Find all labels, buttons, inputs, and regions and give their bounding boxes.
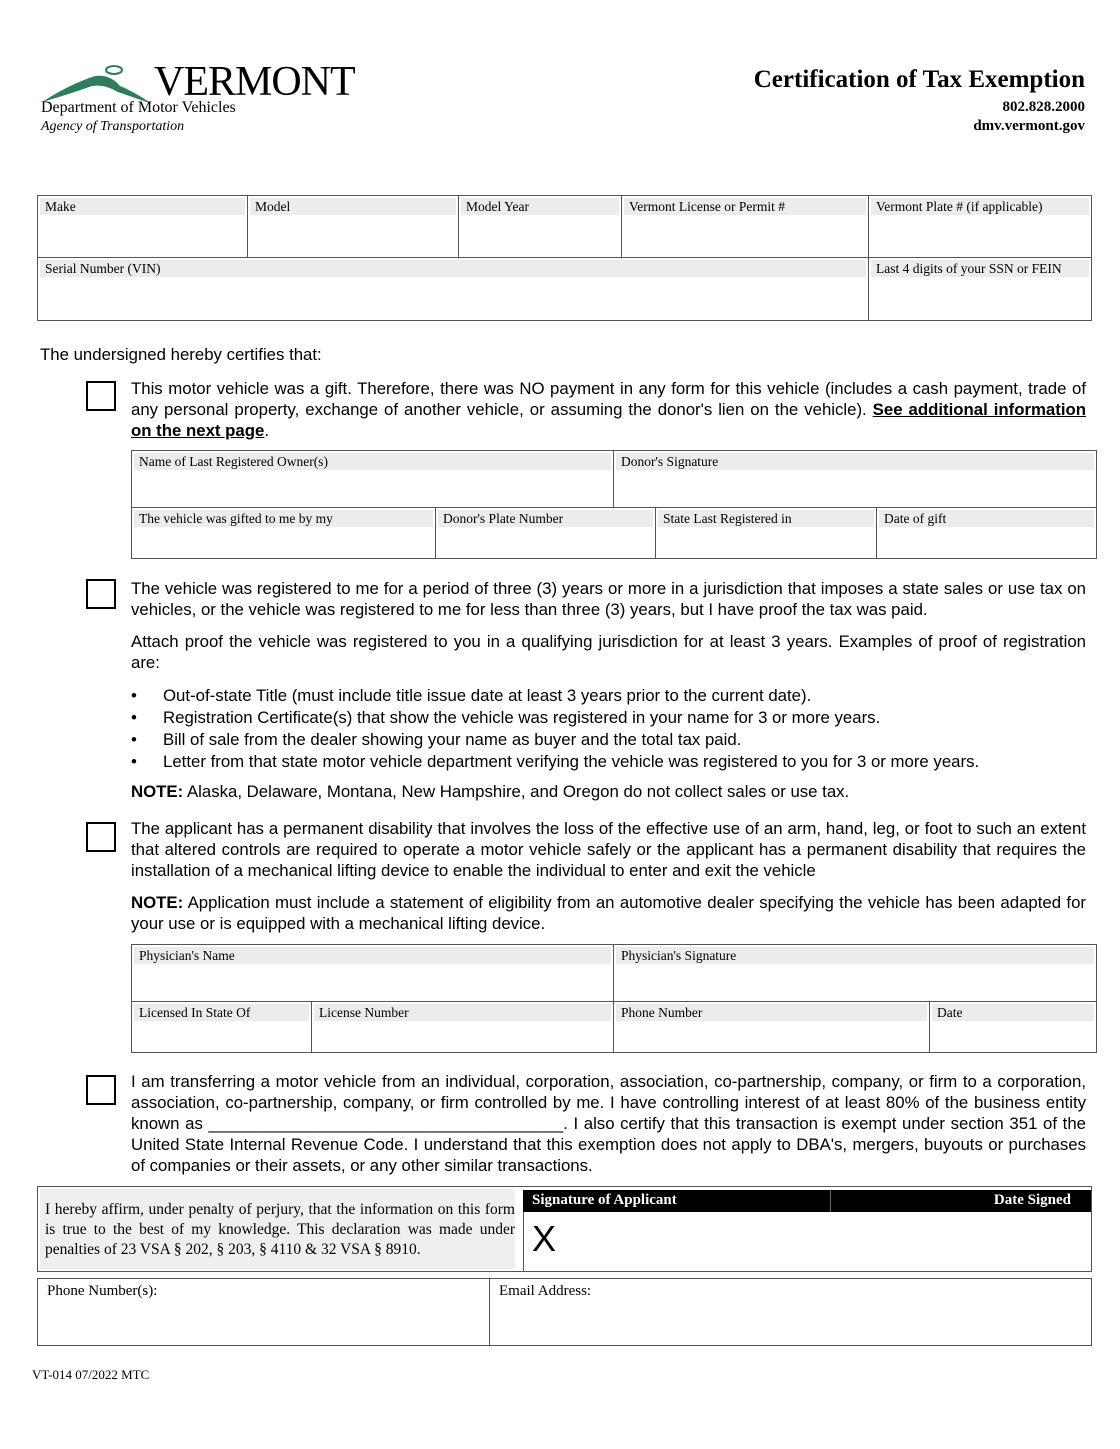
gifted-by-field[interactable] xyxy=(131,507,436,559)
physician-signature-field[interactable] xyxy=(613,944,1097,1002)
gift-period: . xyxy=(264,421,270,440)
licensed-state-label: Licensed In State Of xyxy=(134,1004,309,1021)
license-number-field[interactable] xyxy=(311,1001,614,1053)
date-signed-label: Date Signed xyxy=(993,1192,1071,1208)
note-label: NOTE: xyxy=(131,782,184,801)
license-number-label: License Number xyxy=(314,1004,611,1021)
donor-plate-label: Donor's Plate Number xyxy=(438,510,653,527)
page-title: Certification of Tax Exemption xyxy=(753,66,1085,93)
logo-text: VERMONT xyxy=(154,59,355,105)
physician-date-field[interactable] xyxy=(929,1001,1097,1053)
state-registered-field[interactable] xyxy=(655,507,877,559)
agency-name: Agency of Transportation xyxy=(41,119,185,134)
signature-field[interactable] xyxy=(523,1212,1091,1271)
note-text: Alaska, Delaware, Montana, New Hampshire, and Oregon do not collect sales or use tax. xyxy=(183,782,850,801)
model-field[interactable] xyxy=(247,195,459,258)
last-owner-field[interactable] xyxy=(131,450,614,508)
physician-date-label: Date xyxy=(932,1004,1094,1021)
physician-phone-label: Phone Number xyxy=(616,1004,927,1021)
affirmation-box xyxy=(37,1186,1092,1272)
plate-label: Vermont Plate # (if applicable) xyxy=(871,198,1089,215)
physician-signature-label: Physician's Signature xyxy=(616,947,1094,964)
transfer-checkbox[interactable] xyxy=(86,1075,116,1105)
last-owner-label: Name of Last Registered Owner(s) xyxy=(134,453,611,470)
registered-text: The vehicle was registered to me for a period of three (3) years or more in a jurisdiction that imposes a state sales or use tax on vehicles, or the vehicle was registered to me for less than three (3) years, but I have proof the tax was paid. xyxy=(131,579,1086,619)
intro-text: The undersigned hereby certifies that: xyxy=(40,345,322,364)
license-label: Vermont License or Permit # xyxy=(624,198,866,215)
vin-field[interactable] xyxy=(37,257,869,321)
vin-label: Serial Number (VIN) xyxy=(40,260,866,277)
disability-text: The applicant has a permanent disability that involves the loss of the effective use of an arm, hand, leg, or foot to such an extent that altered controls are required to operate a motor vehicle safely or the applicant has a permanent disability that requires the installation of a mechanical lifting device to enable the individual to enter and exit the vehicle xyxy=(131,819,1086,880)
gift-date-label: Date of gift xyxy=(879,510,1094,527)
ssn-label: Last 4 digits of your SSN or FEIN xyxy=(871,260,1089,277)
licensed-state-field[interactable] xyxy=(131,1001,312,1053)
disability-note xyxy=(131,892,1086,934)
department-name: Department of Motor Vehicles xyxy=(41,99,236,116)
gift-checkbox[interactable] xyxy=(86,381,116,411)
note-label: NOTE: xyxy=(131,893,184,912)
model-label: Model xyxy=(250,198,456,215)
tax-note xyxy=(131,781,1086,802)
email-field[interactable] xyxy=(489,1278,1092,1346)
model-year-label: Model Year xyxy=(461,198,619,215)
email-label: Email Address: xyxy=(499,1283,592,1299)
proof-item: • Bill of sale from the dealer showing your name as buyer and the total tax paid. xyxy=(131,729,1086,751)
proof-list xyxy=(131,685,1086,773)
registered-checkbox[interactable] xyxy=(86,579,116,609)
make-field[interactable] xyxy=(37,195,248,258)
disability-checkbox[interactable] xyxy=(86,822,116,852)
plate-field[interactable] xyxy=(868,195,1092,258)
header-divider xyxy=(830,1190,831,1212)
gift-date-field[interactable] xyxy=(876,507,1097,559)
signature-label: Signature of Applicant xyxy=(532,1192,677,1208)
make-label: Make xyxy=(40,198,245,215)
state-registered-label: State Last Registered in xyxy=(658,510,874,527)
note-text: Application must include a statement of eligibility from an automotive dealer specifying the vehicle has been adapted for your use or is equipped with a mechanical lifting device. xyxy=(131,893,1086,933)
proof-item: • Letter from that state motor vehicle department verifying the vehicle was registered to you for 3 or more years. xyxy=(131,751,1086,773)
phone-numbers-label: Phone Number(s): xyxy=(47,1283,158,1299)
license-field[interactable] xyxy=(621,195,869,258)
gift-statement: This motor vehicle was a gift. Therefore, there was NO payment in any form for this vehicle (includes a cash payment, trade of any personal property, exchange of another vehicle, or assuming the donor's lien on the vehicle). xyxy=(131,379,1086,419)
dmv-website: dmv.vermont.gov xyxy=(973,118,1085,134)
signature-x-mark: X xyxy=(532,1218,557,1259)
signature-header xyxy=(523,1190,1091,1212)
donor-plate-field[interactable] xyxy=(435,507,656,559)
affirmation-text: I hereby affirm, under penalty of perjury, that the information on this form is true to the best of my knowledge. This declaration was made under penalties of 23 VSA § 202, § 203, § 4110 & 32 VSA § 8910. xyxy=(40,1189,515,1269)
gifted-by-label: The vehicle was gifted to me by my xyxy=(134,510,433,527)
donor-signature-field[interactable] xyxy=(613,450,1097,508)
form-number: VT-014 07/2022 MTC xyxy=(32,1367,150,1382)
next-page-link[interactable]: See additional information on the next page xyxy=(131,400,1086,440)
physician-phone-field[interactable] xyxy=(613,1001,930,1053)
attach-proof-text: Attach proof the vehicle was registered to you in a qualifying jurisdiction for at least 3 years. Examples of proof of registration are: xyxy=(131,632,1086,672)
donor-signature-label: Donor's Signature xyxy=(616,453,1094,470)
dmv-phone: 802.828.2000 xyxy=(1002,99,1085,115)
physician-name-label: Physician's Name xyxy=(134,947,611,964)
ssn-field[interactable] xyxy=(868,257,1092,321)
proof-item: • Out-of-state Title (must include title issue date at least 3 years prior to the current date). xyxy=(131,685,1086,707)
proof-item: • Registration Certificate(s) that show the vehicle was registered in your name for 3 or more years. xyxy=(131,707,1086,729)
model-year-field[interactable] xyxy=(458,195,622,258)
physician-name-field[interactable] xyxy=(131,944,614,1002)
transfer-text: I am transferring a motor vehicle from an individual, corporation, association, co-partnership, company, or firm to a corporation, association, co-partnership, company, or firm controlled by me. I have controlling interest of at least 80% of the business entity known as ______________________________________. I also certify that this transaction is exempt under section 351 of the United State Internal Revenue Code. I understand that this exemption does not apply to DBA's, mergers, buyouts or purchases of companies or their assets, or any other similar transactions. xyxy=(131,1072,1086,1175)
phone-numbers-field[interactable] xyxy=(37,1278,490,1346)
gift-text xyxy=(131,378,1086,441)
